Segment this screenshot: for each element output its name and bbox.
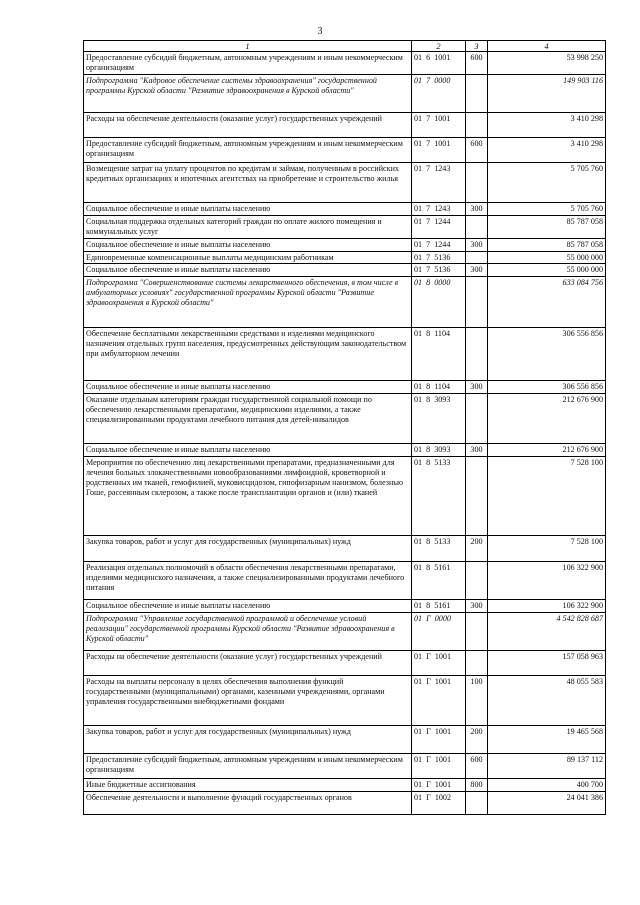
row-expense-type xyxy=(466,394,488,444)
row-expense-type: 300 xyxy=(466,203,488,216)
row-code: 01 8 5161 xyxy=(412,561,466,599)
table-row xyxy=(84,75,606,113)
row-name: Предоставление субсидий бюджетным, автономным учреждениям и иным некоммерческим организациям xyxy=(84,52,412,75)
row-expense-type xyxy=(466,561,488,599)
table-row xyxy=(84,163,606,203)
row-expense-type xyxy=(466,113,488,138)
row-amount: 149 903 116 xyxy=(488,75,606,113)
row-amount: 19 465 568 xyxy=(488,725,606,753)
row-amount: 306 556 856 xyxy=(488,328,606,381)
row-name: Расходы на обеспечение деятельности (оказание услуг) государственных учреждений xyxy=(84,650,412,675)
page-number: 3 xyxy=(317,26,323,37)
row-name: Социальное обеспечение и иные выплаты населению xyxy=(84,264,412,277)
row-amount: 212 676 900 xyxy=(488,444,606,457)
row-code: 01 Г 0000 xyxy=(412,612,466,650)
row-expense-type: 300 xyxy=(466,444,488,457)
row-amount: 4 542 828 687 xyxy=(488,612,606,650)
row-name: Единовременные компенсационные выплаты медицинским работникам xyxy=(84,251,412,264)
row-code: 01 Г 1002 xyxy=(412,791,466,814)
row-code: 01 Г 1001 xyxy=(412,725,466,753)
row-name: Оказание отдельным категориям граждан государственной социальной помощи по обеспечению лекарственными препаратами, медицинскими изделиями, а также специализированными продуктами лечебного питания для детей-инвалидов xyxy=(84,394,412,444)
row-name: Предоставление субсидий бюджетным, автономным учреждениям и иным некоммерческим организациям xyxy=(84,138,412,163)
table-row xyxy=(84,138,606,163)
row-code: 01 8 5133 xyxy=(412,535,466,561)
row-name: Обеспечение бесплатными лекарственными средствами и изделиями медицинского назначения отдельных групп населения, предусмотренных действующим законодательством при амбулаторном лечении xyxy=(84,328,412,381)
row-amount: 400 700 xyxy=(488,778,606,791)
row-amount: 24 041 386 xyxy=(488,791,606,814)
row-expense-type xyxy=(466,277,488,328)
row-code: 01 Г 1001 xyxy=(412,650,466,675)
table-row xyxy=(84,264,606,277)
row-code: 01 Г 1001 xyxy=(412,675,466,725)
row-expense-type: 600 xyxy=(466,138,488,163)
row-code: 01 8 1104 xyxy=(412,328,466,381)
row-expense-type: 600 xyxy=(466,52,488,75)
row-code: 01 7 1243 xyxy=(412,203,466,216)
row-name: Социальное обеспечение и иные выплаты населению xyxy=(84,444,412,457)
row-name: Подпрограмма "Совершенствование системы лекарственного обеспечения, в том числе в амбулаторных условиях" государственной программы Курской области "Развитие здравоохранения в Курской области" xyxy=(84,277,412,328)
row-expense-type xyxy=(466,456,488,535)
table-row xyxy=(84,650,606,675)
table-row xyxy=(84,753,606,778)
row-amount: 89 137 112 xyxy=(488,753,606,778)
row-expense-type: 300 xyxy=(466,599,488,612)
table-row xyxy=(84,612,606,650)
row-amount: 55 000 000 xyxy=(488,251,606,264)
row-code: 01 Г 1001 xyxy=(412,753,466,778)
table-row xyxy=(84,394,606,444)
table-row xyxy=(84,52,606,75)
row-code: 01 8 1104 xyxy=(412,381,466,394)
table-row xyxy=(84,778,606,791)
row-expense-type: 300 xyxy=(466,264,488,277)
row-name: Расходы на обеспечение деятельности (оказание услуг) государственных учреждений xyxy=(84,113,412,138)
row-name: Социальное обеспечение и иные выплаты населению xyxy=(84,203,412,216)
row-amount: 85 787 058 xyxy=(488,215,606,238)
budget-table xyxy=(83,40,606,815)
table-row xyxy=(84,456,606,535)
row-code: 01 Г 1001 xyxy=(412,778,466,791)
row-code: 01 8 3093 xyxy=(412,394,466,444)
row-amount: 53 998 250 xyxy=(488,52,606,75)
table-row xyxy=(84,725,606,753)
row-expense-type: 800 xyxy=(466,778,488,791)
row-name: Социальная поддержка отдельных категорий граждан по оплате жилого помещения и коммунальных услуг xyxy=(84,215,412,238)
header-col-2: 2 xyxy=(412,41,466,52)
row-expense-type xyxy=(466,215,488,238)
row-amount: 55 000 000 xyxy=(488,264,606,277)
table-row xyxy=(84,328,606,381)
row-expense-type xyxy=(466,251,488,264)
row-name: Реализация отдельных полномочий в области обеспечения лекарственными препаратами, изделиями медицинского назначения, а также специализированными продуктами лечебного питания xyxy=(84,561,412,599)
row-name: Расходы на выплаты персоналу в целях обеспечения выполнения функций государственными (муниципальными) органами, казенными учреждениями, органами управления государственными внебюджетными фондами xyxy=(84,675,412,725)
row-amount: 5 705 760 xyxy=(488,203,606,216)
row-code: 01 8 0000 xyxy=(412,277,466,328)
row-code: 01 7 1243 xyxy=(412,163,466,203)
row-name: Обеспечение деятельности и выполнение функций государственных органов xyxy=(84,791,412,814)
table-row xyxy=(84,675,606,725)
table-row xyxy=(84,791,606,814)
row-name: Социальное обеспечение и иные выплаты населению xyxy=(84,238,412,251)
row-expense-type xyxy=(466,791,488,814)
row-name: Подпрограмма "Кадровое обеспечение системы здравоохранения" государственной программы Курской области "Развитие здравоохранения в Курской области" xyxy=(84,75,412,113)
row-amount: 3 410 298 xyxy=(488,138,606,163)
table-row xyxy=(84,561,606,599)
row-code: 01 7 5136 xyxy=(412,251,466,264)
row-expense-type xyxy=(466,75,488,113)
row-name: Подпрограмма "Управление государственной программой и обеспечение условий реализации" государственной программы Курской области "Развитие здравоохранения в Курской области" xyxy=(84,612,412,650)
row-amount: 3 410 298 xyxy=(488,113,606,138)
row-expense-type: 600 xyxy=(466,753,488,778)
row-name: Иные бюджетные ассигнования xyxy=(84,778,412,791)
row-expense-type: 300 xyxy=(466,238,488,251)
table-row xyxy=(84,444,606,457)
row-amount: 306 556 856 xyxy=(488,381,606,394)
row-code: 01 7 0000 xyxy=(412,75,466,113)
row-code: 01 7 1244 xyxy=(412,215,466,238)
table-row xyxy=(84,535,606,561)
table-row xyxy=(84,251,606,264)
row-expense-type: 200 xyxy=(466,725,488,753)
header-col-4: 4 xyxy=(488,41,606,52)
row-expense-type xyxy=(466,612,488,650)
row-name: Возмещение затрат на уплату процентов по кредитам и займам, полученным в российских кредитных организациях и ипотечных агентствах на приобретение и строительство жилья xyxy=(84,163,412,203)
row-name: Социальное обеспечение и иные выплаты населению xyxy=(84,381,412,394)
row-amount: 212 676 900 xyxy=(488,394,606,444)
row-amount: 106 322 900 xyxy=(488,561,606,599)
row-amount: 7 528 100 xyxy=(488,456,606,535)
row-amount: 5 705 760 xyxy=(488,163,606,203)
table-row xyxy=(84,277,606,328)
row-code: 01 8 3093 xyxy=(412,444,466,457)
row-name: Социальное обеспечение и иные выплаты населению xyxy=(84,599,412,612)
row-code: 01 7 5136 xyxy=(412,264,466,277)
row-code: 01 8 5133 xyxy=(412,456,466,535)
row-code: 01 7 1001 xyxy=(412,138,466,163)
row-amount: 48 055 583 xyxy=(488,675,606,725)
table-row xyxy=(84,381,606,394)
row-expense-type xyxy=(466,650,488,675)
header-col-3: 3 xyxy=(466,41,488,52)
row-expense-type: 300 xyxy=(466,381,488,394)
row-name: Закупка товаров, работ и услуг для государственных (муниципальных) нужд xyxy=(84,535,412,561)
table-row xyxy=(84,238,606,251)
row-amount: 85 787 058 xyxy=(488,238,606,251)
row-name: Мероприятия по обеспечению лиц лекарственными препаратами, предназначенными для лечения больных злокачественными новообразованиями лимфоидной, кроветворной и родственных им тканей, гемофилией, муковисцидозом, гипофизарным нанизмом, болезнью Гоше, рассеянным склерозом, а также после трансплантации органов и (или) тканей xyxy=(84,456,412,535)
row-code: 01 8 5161 xyxy=(412,599,466,612)
table-row xyxy=(84,203,606,216)
row-amount: 633 084 756 xyxy=(488,277,606,328)
row-amount: 157 058 963 xyxy=(488,650,606,675)
row-amount: 106 322 900 xyxy=(488,599,606,612)
header-col-1: 1 xyxy=(84,41,412,52)
row-expense-type xyxy=(466,328,488,381)
row-amount: 7 528 100 xyxy=(488,535,606,561)
table-row xyxy=(84,113,606,138)
header-row xyxy=(84,41,606,52)
row-code: 01 7 1244 xyxy=(412,238,466,251)
row-expense-type: 200 xyxy=(466,535,488,561)
row-name: Предоставление субсидий бюджетным, автономным учреждениям и иным некоммерческим организациям xyxy=(84,753,412,778)
table-row xyxy=(84,599,606,612)
row-name: Закупка товаров, работ и услуг для государственных (муниципальных) нужд xyxy=(84,725,412,753)
row-code: 01 7 1001 xyxy=(412,113,466,138)
row-expense-type: 100 xyxy=(466,675,488,725)
row-expense-type xyxy=(466,163,488,203)
row-code: 01 6 1001 xyxy=(412,52,466,75)
table-row xyxy=(84,215,606,238)
